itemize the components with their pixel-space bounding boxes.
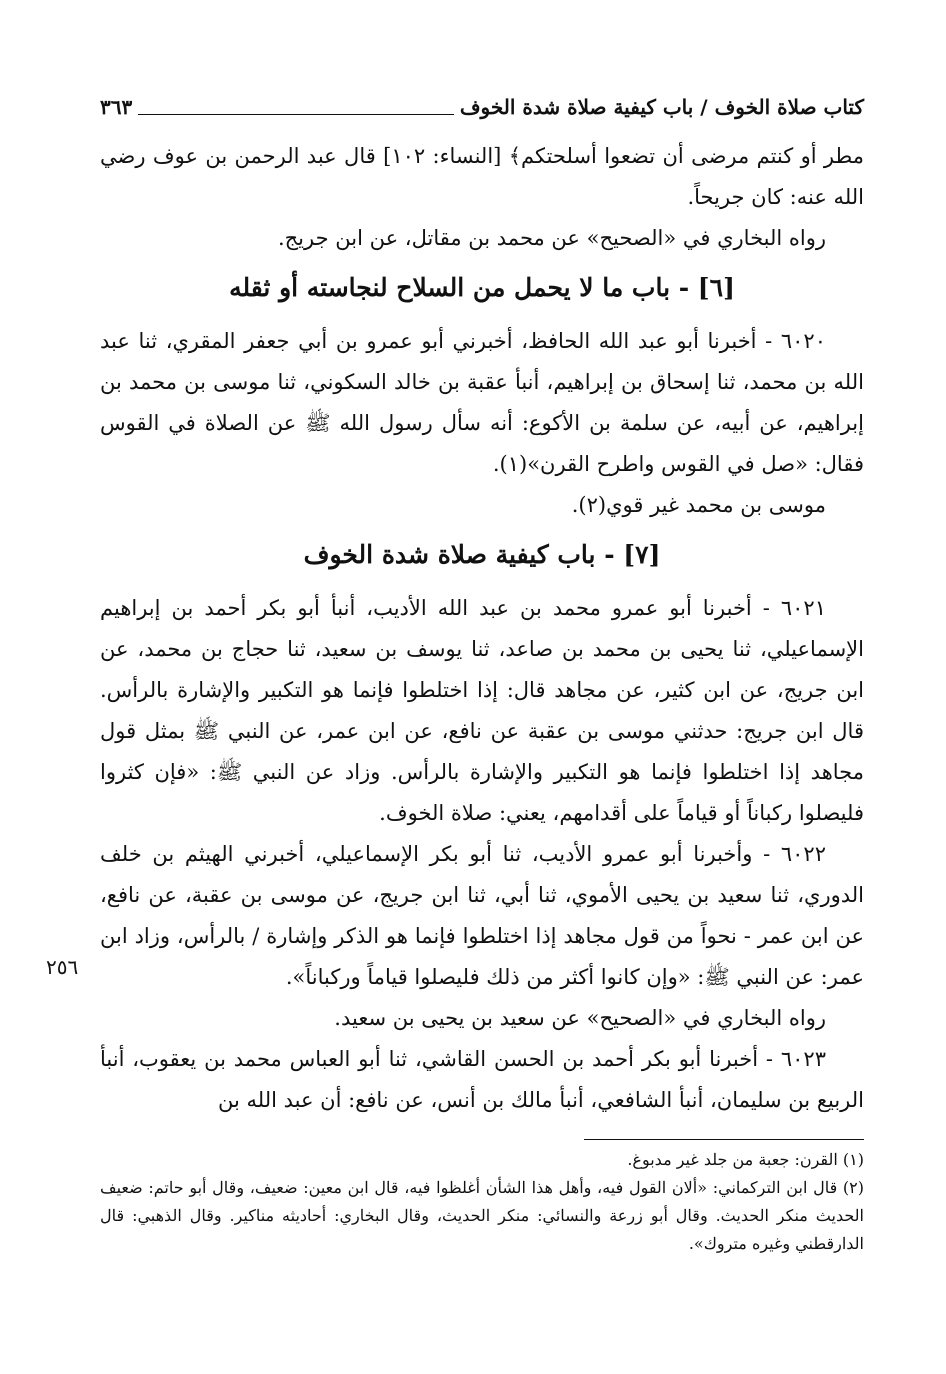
header-title: كتاب صلاة الخوف / باب كيفية صلاة شدة الخوف — [459, 95, 864, 119]
paragraph-continuation: مطر أو كنتم مرضى أن تضعوا أسلحتكم﴾ [النساء: ١٠٢] قال عبد الرحمن بن عوف رضي الله عنه: كان جريحاً. — [100, 144, 864, 209]
hadith-6023: ٦٠٢٣ - أخبرنا أبو بكر أحمد بن الحسن القاشي، ثنا أبو العباس محمد بن يعقوب، أنبأ الربيع بن سليمان، أنبأ الشافعي، أنبأ مالك بن أنس، عن نافع: أن عبد الله بن — [100, 1047, 864, 1112]
chapter-heading-7: [٧] - باب كيفية صلاة شدة الخوف — [303, 540, 661, 569]
hadith-6021: ٦٠٢١ - أخبرنا أبو عمرو محمد بن عبد الله الأديب، أنبأ أبو بكر أحمد بن إبراهيم الإسماعيلي، ثنا يحيى بن محمد بن صاعد، ثنا يوسف بن سعيد، ثنا حجاج بن محمد، عن ابن جريج، عن ابن كثير، عن مجاهد قال: إذا اختلطوا فإنما هو التكبير والإشارة بالرأس. قال ابن جريج: حدثني موسى بن عقبة عن نافع، عن ابن عمر، عن النبي ﷺ بمثل قول مجاهد إذا اختلطوا فإنما هو التكبير والإشارة بالرأس. وزاد عن النبي ﷺ: «فإن كثروا فليصلوا ركباناً أو قياماً على أقدامهم، يعني: صلاة الخوف. — [100, 596, 864, 825]
document-page — [100, 92, 864, 1258]
footnote-2: (٢) قال ابن التركماني: «ألان القول فيه، وأهل هذا الشأن أغلظوا فيه، قال ابن معين: ضعيف، وقال أبو حاتم: ضعيف الحديث منكر الحديث. وقال أبو زرعة والنسائي: منكر الحديث، وقال البخاري: أحاديثه مناكير. وقال الذهبي: قال الدارقطني وغيره متروك». — [100, 1178, 864, 1253]
paragraph-narration-note: رواه البخاري في «الصحيح» عن محمد بن مقاتل، عن ابن جريج. — [277, 226, 826, 250]
footnotes — [100, 1139, 864, 1258]
hadith-6022: ٦٠٢٢ - وأخبرنا أبو عمرو الأديب، ثنا أبو بكر الإسماعيلي، أخبرني الهيثم بن خلف الدوري، ثنا سعيد بن يحيى الأموي، ثنا أبي، ثنا ابن جريج، عن موسى بن عقبة، عن نافع، عن ابن عمر - نحواً من قول مجاهد إذا اختلطوا فإنما هو الذكر وإشارة / بالرأس، وزاد ابن عمر: عن النبي ﷺ: «وإن كانوا أكثر من ذلك فليصلوا قياماً وركباناً». — [100, 842, 864, 989]
page-number: ٣٦٣ — [100, 95, 133, 119]
body-text — [100, 136, 864, 1121]
hadith-6020: ٦٠٢٠ - أخبرنا أبو عبد الله الحافظ، أخبرني أبو عمرو بن أبي جعفر المقري، ثنا عبد الله بن محمد، ثنا إسحاق بن إبراهيم، أنبأ عقبة بن خالد السكوني، ثنا موسى بن محمد بن إبراهيم، عن أبيه، عن سلمة بن الأكوع: أنه سأل رسول الله ﷺ عن الصلاة في القوس فقال: «صل في القوس واطرح القرن»(١). — [100, 329, 864, 476]
paragraph-bukhari-note: رواه البخاري في «الصحيح» عن سعيد بن يحيى بن سعيد. — [334, 1006, 826, 1030]
paragraph-narrator-note: موسى بن محمد غير قوي(٢). — [571, 493, 826, 517]
running-header — [100, 92, 864, 122]
header-rule — [138, 114, 454, 115]
footnote-rule — [584, 1139, 864, 1140]
chapter-heading-6: [٦] - باب ما لا يحمل من السلاح لنجاسته أو ثقله — [229, 273, 735, 302]
margin-page-reference: ٢٥٦ — [46, 955, 79, 979]
footnote-1: (١) القرن: جعبة من جلد غير مدبوغ. — [627, 1150, 864, 1169]
